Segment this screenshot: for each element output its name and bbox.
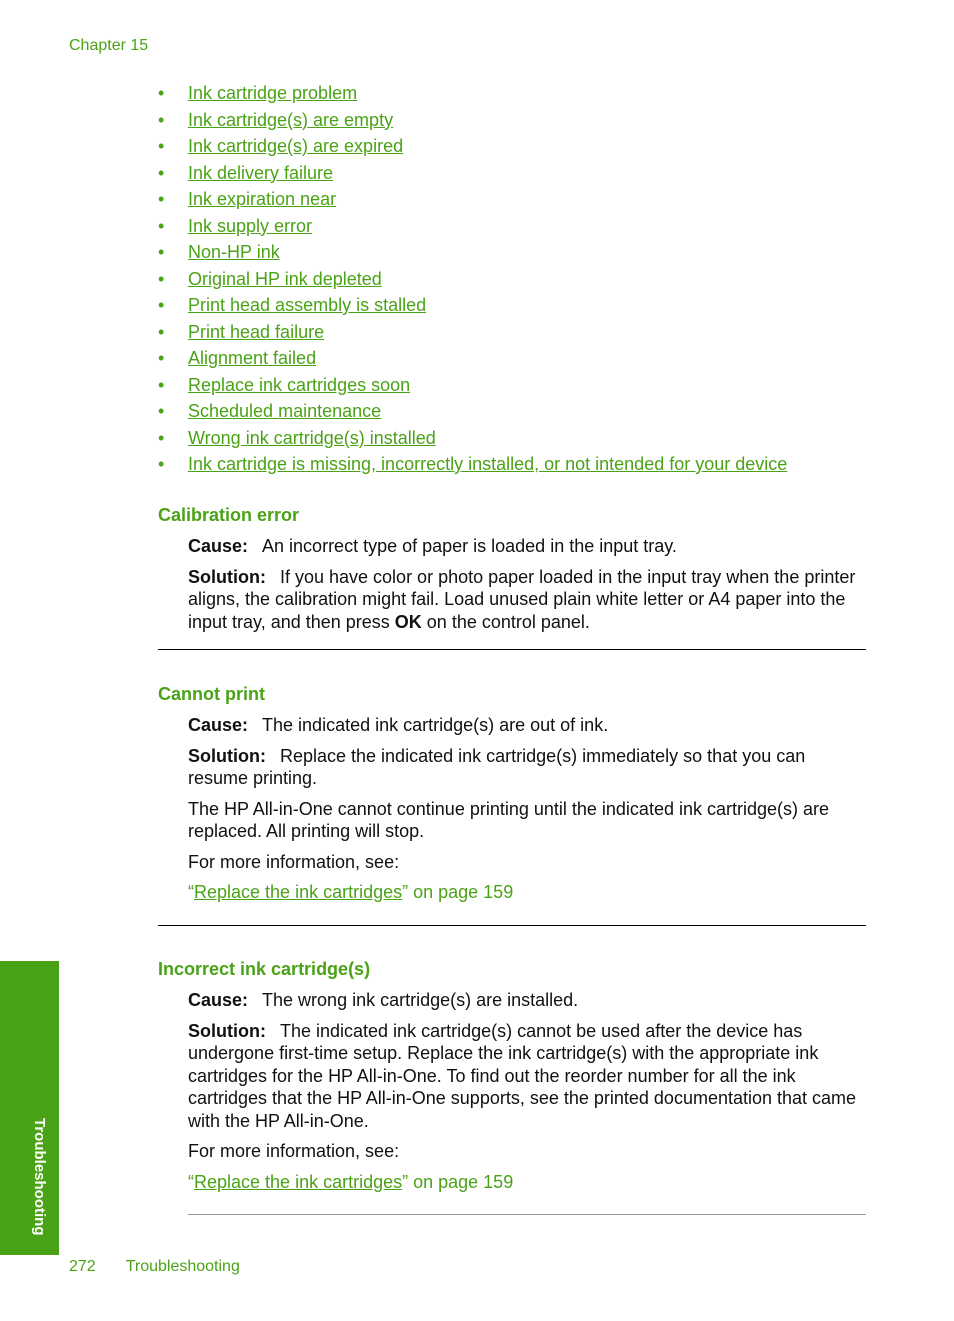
cross-reference xyxy=(158,1171,866,1194)
topic-link[interactable]: Ink cartridge(s) are expired xyxy=(188,136,404,156)
topic-link[interactable]: Print head failure xyxy=(188,321,325,342)
list-item xyxy=(158,160,787,187)
topic-link[interactable]: Ink cartridge(s) are empty xyxy=(188,109,394,130)
list-item xyxy=(158,266,787,293)
bullet: • xyxy=(158,189,165,209)
more-info-text: For more information, see: xyxy=(188,851,400,872)
solution-text-end: on the control panel. xyxy=(421,611,590,632)
solution-text: The indicated ink cartridge(s) cannot be used after the device has undergone first-time setup. Replace the ink cartridge(s) with the appropriate ink cartridges for the HP All-in-One. To find out the reorder number for all the ink cartridges that the HP All-in-One supports, see the printed documentation that came with the HP All-in-One. xyxy=(188,1020,857,1131)
solution-label: Solution: xyxy=(188,566,266,587)
topic-link-list xyxy=(158,80,787,478)
list-item xyxy=(158,213,787,240)
list-item xyxy=(158,451,787,478)
section-title: Calibration error xyxy=(158,505,300,525)
section-title: Cannot print xyxy=(158,684,265,704)
cause-label: Cause: xyxy=(188,990,249,1010)
cause-text: The wrong ink cartridge(s) are installed. xyxy=(262,990,579,1010)
section-divider xyxy=(188,1214,866,1215)
topic-link[interactable]: Wrong ink cartridge(s) installed xyxy=(188,427,436,448)
solution-text: If you have color or photo paper loaded in the input tray when the printer aligns, the calibration might fail. Load unused plain white letter or A4 paper into the input tray, and then press xyxy=(188,566,856,632)
topic-link[interactable]: Ink expiration near xyxy=(188,189,337,209)
incorrect-cartridge-section xyxy=(158,958,866,1193)
bullet: • xyxy=(158,136,165,156)
list-item xyxy=(158,345,787,372)
list-item xyxy=(158,425,787,452)
cannot-print-section xyxy=(158,683,866,904)
solution-text: Replace the indicated ink cartridge(s) immediately so that you can resume printing. xyxy=(188,745,806,788)
bullet: • xyxy=(158,295,165,315)
solution-label: Solution: xyxy=(188,1020,266,1041)
section-divider xyxy=(158,925,866,926)
replace-ink-cartridges-link[interactable]: Replace the ink cartridges xyxy=(194,882,403,902)
bullet: • xyxy=(158,83,165,103)
bullet: • xyxy=(158,268,165,289)
topic-link[interactable]: Replace ink cartridges soon xyxy=(188,374,411,395)
page-footer xyxy=(69,1258,240,1276)
solution-paragraph xyxy=(158,566,866,634)
chapter-header: Chapter 15 xyxy=(69,37,149,54)
footer-label: Troubleshooting xyxy=(125,1258,240,1275)
page-reference: ” on page 159 xyxy=(402,1171,514,1192)
bullet: • xyxy=(158,348,165,368)
list-item xyxy=(158,239,787,266)
solution-paragraph xyxy=(158,1020,866,1133)
cause-paragraph xyxy=(158,535,866,558)
list-item xyxy=(158,107,787,134)
topic-link[interactable]: Alignment failed xyxy=(188,348,317,368)
cause-text: An incorrect type of paper is loaded in the input tray. xyxy=(262,536,677,556)
topic-link[interactable]: Ink delivery failure xyxy=(188,162,334,183)
section-divider xyxy=(158,649,866,650)
ok-button-reference: OK xyxy=(394,611,422,632)
cross-reference xyxy=(158,881,866,904)
topic-link[interactable]: Print head assembly is stalled xyxy=(188,295,427,315)
topic-link[interactable]: Ink cartridge problem xyxy=(188,83,358,103)
bullet: • xyxy=(158,109,165,130)
cause-paragraph xyxy=(158,989,866,1012)
topic-link[interactable]: Scheduled maintenance xyxy=(188,401,382,421)
cause-label: Cause: xyxy=(188,715,249,735)
cause-text: The indicated ink cartridge(s) are out of ink. xyxy=(262,715,609,735)
quote-open: “ xyxy=(188,882,194,902)
bullet: • xyxy=(158,242,165,262)
page-number: 272 xyxy=(69,1258,96,1275)
section-title: Incorrect ink cartridge(s) xyxy=(158,959,371,979)
bullet: • xyxy=(158,321,165,342)
bullet: • xyxy=(158,162,165,183)
calibration-error-section xyxy=(158,504,866,633)
more-info-text: For more information, see: xyxy=(188,1141,400,1161)
bullet: • xyxy=(158,427,165,448)
side-tab-label: Troubleshooting xyxy=(31,1118,48,1236)
quote-open: “ xyxy=(188,1171,194,1192)
replace-ink-cartridges-link[interactable]: Replace the ink cartridges xyxy=(194,1171,403,1192)
solution-label: Solution: xyxy=(188,745,266,766)
solution-paragraph xyxy=(158,745,866,790)
list-item xyxy=(158,319,787,346)
list-item xyxy=(158,133,787,160)
bullet: • xyxy=(158,374,165,395)
list-item xyxy=(158,186,787,213)
list-item xyxy=(158,80,787,107)
cause-paragraph xyxy=(158,714,866,737)
list-item xyxy=(158,398,787,425)
bullet: • xyxy=(158,401,165,421)
topic-link[interactable]: Ink cartridge is missing, incorrectly installed, or not intended for your device xyxy=(188,454,788,474)
bullet: • xyxy=(158,215,165,236)
body-paragraph: The HP All-in-One cannot continue printing until the indicated ink cartridge(s) are replaced. All printing will stop. xyxy=(188,798,830,841)
bullet: • xyxy=(158,454,165,474)
page-reference: ” on page 159 xyxy=(402,882,514,902)
side-tab xyxy=(0,961,59,1255)
topic-link[interactable]: Non-HP ink xyxy=(188,242,280,262)
cause-label: Cause: xyxy=(188,536,249,556)
topic-link[interactable]: Ink supply error xyxy=(188,215,313,236)
list-item xyxy=(158,372,787,399)
topic-link[interactable]: Original HP ink depleted xyxy=(188,268,382,289)
list-item xyxy=(158,292,787,319)
